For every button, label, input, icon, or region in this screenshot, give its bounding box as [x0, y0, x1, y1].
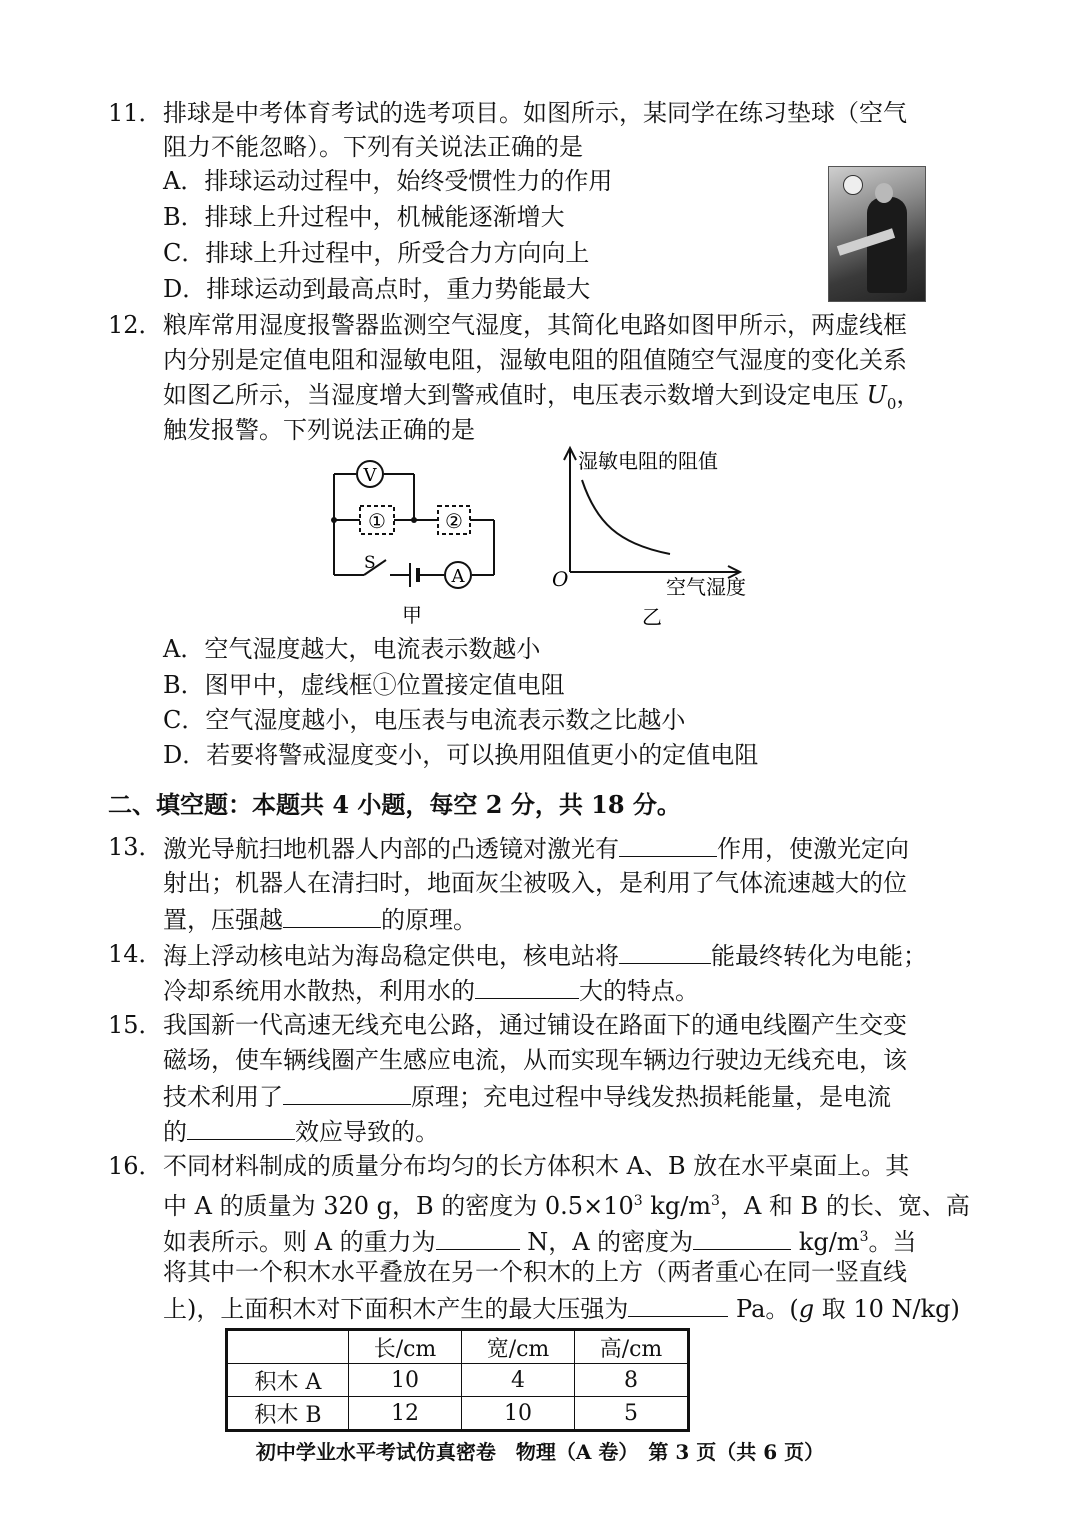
voltmeter-label: V	[363, 465, 377, 486]
graph-origin: O	[552, 567, 569, 591]
q16-text-f: Pa。(	[728, 1295, 799, 1323]
q11-line2: 阻力不能忽略）。下列有关说法正确的是	[163, 133, 583, 161]
q12-line3-text: 如图乙所示，当湿度增大到警戒值时，电压表示数增大到设定电压	[163, 381, 867, 409]
table-row	[227, 1397, 689, 1431]
table-cell: 5	[575, 1397, 689, 1431]
graph-ylabel: 湿敏电阻的阻值	[578, 449, 718, 473]
q16-text-c: kg/m	[791, 1228, 860, 1256]
q15-number: 15．	[108, 1011, 163, 1039]
q15-text-a: 技术利用了	[163, 1083, 283, 1111]
q13-text-b: 作用，使激光定向	[717, 835, 909, 863]
q12-line4: 触发报警。下列说法正确的是	[163, 416, 475, 444]
q13-line2: 射出；机器人在清扫时，地面灰尘被吸入，是利用了气体流速越大的位	[163, 869, 907, 897]
table-header-cell: 宽/cm	[462, 1330, 575, 1364]
table-row	[227, 1364, 689, 1397]
q15-blank-1[interactable]	[283, 1078, 411, 1105]
player-body	[867, 197, 907, 293]
q16-line3	[163, 1220, 917, 1259]
q14-blank-2[interactable]	[475, 972, 579, 999]
q11-option-b: B．排球上升过程中，机械能逐渐增大	[163, 203, 565, 231]
q14-text-b: 能最终转化为电能；	[711, 942, 927, 970]
table-cell: 10	[462, 1397, 575, 1431]
circuit-caption: 甲	[402, 603, 422, 627]
q15-line1: 我国新一代高速无线充电公路，通过铺设在路面下的通电线圈产生交变	[163, 1011, 907, 1039]
q12-option-c: C．空气湿度越小，电压表与电流表示数之比越小	[163, 706, 686, 734]
q14-line1	[163, 937, 927, 973]
q16-unit: kg/m	[642, 1192, 712, 1220]
q16-text-b: N，A 的密度为	[519, 1228, 694, 1256]
q16-text-e: 上)，上面积木对下面积木产生的最大压强为	[163, 1295, 629, 1323]
q15-line2: 磁场，使车辆线圈产生感应电流，从而实现车辆边行驶边无线充电，该	[163, 1046, 907, 1074]
q12-option-b: B．图甲中，虚线框①位置接定值电阻	[163, 671, 565, 699]
player-head	[875, 183, 893, 203]
volleyball-ball	[843, 175, 863, 195]
q16-blank-1[interactable]	[436, 1223, 520, 1250]
q14-text-a: 海上浮动核电站为海岛稳定供电，核电站将	[163, 942, 619, 970]
q15-text-d: 效应导致的。	[295, 1118, 439, 1146]
graph-xlabel: 空气湿度	[666, 575, 746, 599]
box2-label: ②	[445, 509, 463, 533]
table-cell: 10	[349, 1364, 462, 1397]
table-header-cell	[227, 1330, 349, 1364]
q13-number: 13．	[108, 833, 163, 861]
switch-label: S	[364, 553, 376, 573]
q16-line4: 将其中一个积木水平叠放在另一个积木的上方（两者重心在同一竖直线	[163, 1258, 907, 1286]
q12-option-d: D．若要将警戒湿度变小，可以换用阻值更小的定值电阻	[163, 741, 759, 769]
q16-dims-text: ，A 和 B 的长、宽、高	[719, 1192, 970, 1220]
q11-line1: 排球是中考体育考试的选考项目。如图所示，某同学在练习垫球（空气	[163, 99, 907, 127]
table-header-cell: 高/cm	[575, 1330, 689, 1364]
blocks-table	[225, 1328, 690, 1432]
q12-line2: 内分别是定值电阻和湿敏电阻，湿敏电阻的阻值随空气湿度的变化关系	[163, 346, 907, 374]
q14-number: 14．	[108, 940, 163, 968]
q11-option-c: C．排球上升过程中，所受合力方向向上	[163, 239, 590, 267]
q11-option-a: A．排球运动过程中，始终受惯性力的作用	[163, 167, 613, 195]
q15-text-b: 原理；充电过程中导线发热损耗能量，是电流	[411, 1083, 891, 1111]
q16-density-text: 中 A 的质量为 320 g，B 的密度为 0.5×10	[163, 1192, 634, 1220]
q16-text-g: 取 10 N/kg)	[814, 1295, 960, 1323]
q16-number: 16．	[108, 1152, 163, 1180]
q14-line2	[163, 972, 699, 1008]
table-header-cell: 长/cm	[349, 1330, 462, 1364]
q13-line3	[163, 901, 477, 937]
q14-text-d: 大的特点。	[579, 977, 699, 1005]
q16-line5	[163, 1290, 960, 1326]
q11-number: 11．	[108, 99, 163, 127]
volleyball-photo	[828, 166, 926, 302]
q13-text-c: 置，压强越	[163, 906, 283, 934]
q13-blank-2[interactable]	[283, 901, 381, 928]
q16-blank-3[interactable]	[628, 1290, 728, 1317]
q14-text-c: 冷却系统用水散热，利用水的	[163, 977, 475, 1005]
q15-line4	[163, 1113, 439, 1149]
resistance-graph	[548, 442, 768, 632]
q13-text-a: 激光导航扫地机器人内部的凸透镜对激光有	[163, 835, 619, 863]
q16-exp: 3	[633, 1193, 643, 1209]
section-2-heading: 二、填空题：本题共 4 小题，每空 2 分，共 18 分。	[108, 790, 681, 819]
q16-g-variable: g	[798, 1295, 815, 1323]
table-cell: 12	[349, 1397, 462, 1431]
q11-option-d: D．排球运动到最高点时，重力势能最大	[163, 275, 591, 303]
q15-blank-2[interactable]	[187, 1113, 295, 1140]
resistance-curve	[582, 480, 670, 554]
box1-label: ①	[368, 509, 386, 533]
q12-u-subscript: 0	[886, 394, 897, 413]
table-cell: 积木 A	[227, 1364, 349, 1397]
q13-line1	[163, 830, 909, 866]
table-cell: 4	[462, 1364, 575, 1397]
graph-caption: 乙	[642, 605, 662, 629]
circuit-diagram	[320, 450, 520, 630]
page-footer: 初中学业水平考试仿真密卷 物理（A 卷） 第 3 页（共 6 页）	[255, 1440, 825, 1464]
q16-line1: 不同材料制成的质量分布均匀的长方体积木 A、B 放在水平桌面上。其	[163, 1152, 910, 1180]
q13-text-d: 的原理。	[381, 906, 477, 934]
q16-text-d: 。当	[868, 1228, 917, 1256]
q16-text-a: 如表所示。则 A 的重力为	[163, 1228, 436, 1256]
q12-line1: 粮库常用湿度报警器监测空气湿度，其简化电路如图甲所示，两虚线框	[163, 311, 907, 339]
q16-line2	[163, 1184, 970, 1223]
q16-text-c-exp: 3	[859, 1229, 869, 1245]
table-cell: 积木 B	[227, 1397, 349, 1431]
q16-unit-exp: 3	[711, 1193, 720, 1209]
q15-line3	[163, 1078, 891, 1114]
q13-blank-1[interactable]	[619, 830, 717, 857]
q16-blank-2[interactable]	[693, 1223, 791, 1250]
table-header-row	[227, 1330, 689, 1364]
ammeter-label: A	[451, 566, 465, 587]
q12-number: 12．	[108, 311, 163, 339]
q15-text-c: 的	[163, 1118, 187, 1146]
q12-line3-end: ，	[896, 381, 921, 409]
q12-option-a: A．空气湿度越大，电流表示数越小	[163, 635, 541, 663]
table-cell: 8	[575, 1364, 689, 1397]
q12-u-variable: U	[866, 381, 887, 409]
q14-blank-1[interactable]	[619, 937, 711, 964]
